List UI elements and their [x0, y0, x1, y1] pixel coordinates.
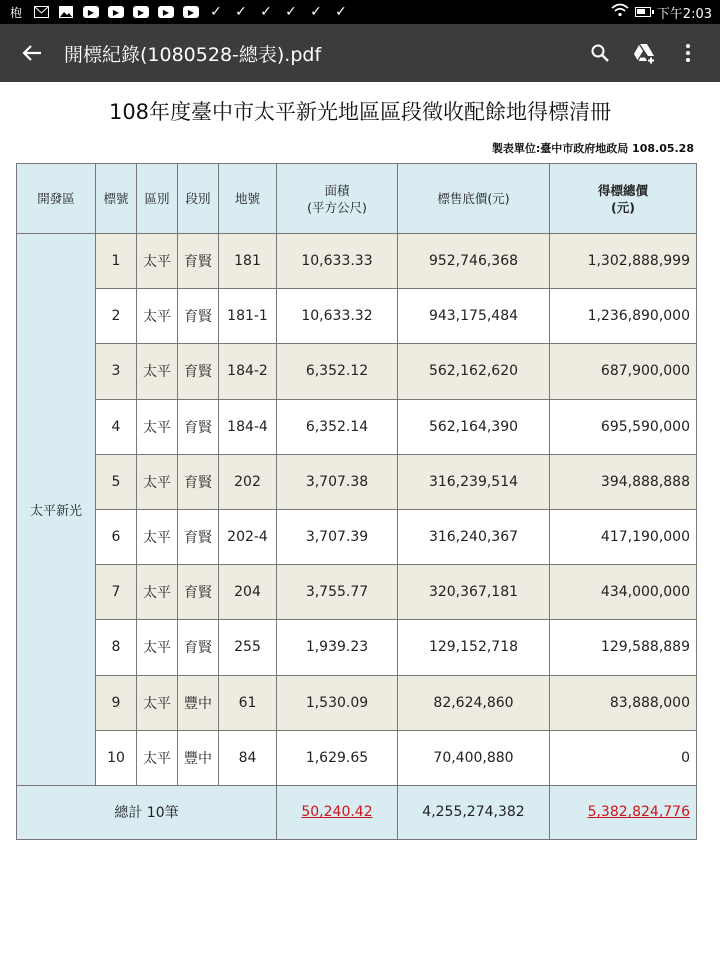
table-row [17, 509, 697, 564]
size-cell: 10,633.32 [277, 289, 398, 344]
youtube-icon: ▶ [183, 6, 199, 18]
section-cell: 豐中 [178, 730, 219, 785]
table-header-row [17, 164, 697, 234]
app-bar [0, 24, 720, 82]
header-winning-price: 得標總價 (元) [550, 164, 697, 234]
section-cell: 育賢 [178, 289, 219, 344]
winning-price-cell: 83,888,000 [550, 675, 697, 730]
table-row [17, 730, 697, 785]
total-winning-value: 5,382,824,776 [587, 804, 690, 821]
size-cell: 3,707.38 [277, 454, 398, 509]
bid-results-table [16, 163, 697, 840]
total-reserve: 4,255,274,382 [398, 785, 550, 839]
header-district: 區別 [137, 164, 178, 234]
section-cell: 育賢 [178, 454, 219, 509]
winning-price-cell: 394,888,888 [550, 454, 697, 509]
search-button[interactable] [586, 39, 614, 67]
image-icon [58, 5, 74, 19]
toolbar-actions [586, 39, 720, 67]
winning-price-cell: 129,588,889 [550, 620, 697, 675]
reserve-price-cell: 562,164,390 [398, 399, 550, 454]
total-label: 總計 10筆 [17, 785, 277, 839]
total-winning [550, 785, 697, 839]
reserve-price-cell: 943,175,484 [398, 289, 550, 344]
lot-no-cell: 6 [96, 509, 137, 564]
size-cell: 10,633.33 [277, 234, 398, 289]
district-cell: 太平 [137, 234, 178, 289]
district-cell: 太平 [137, 399, 178, 454]
youtube-icon: ▶ [158, 6, 174, 18]
check-icon: ✓ [285, 4, 297, 20]
check-icon: ✓ [210, 4, 222, 20]
size-cell: 3,707.39 [277, 509, 398, 564]
table-row [17, 289, 697, 344]
reserve-price-cell: 82,624,860 [398, 675, 550, 730]
size-cell: 6,352.14 [277, 399, 398, 454]
size-cell: 1,629.65 [277, 730, 398, 785]
reserve-price-cell: 562,162,620 [398, 344, 550, 399]
size-cell: 1,939.23 [277, 620, 398, 675]
parcel-cell: 181 [219, 234, 277, 289]
district-cell: 太平 [137, 289, 178, 344]
district-cell: 太平 [137, 344, 178, 399]
more-options-button[interactable] [674, 39, 702, 67]
notification-icons [8, 5, 349, 19]
district-cell: 太平 [137, 565, 178, 620]
size-cell: 6,352.12 [277, 344, 398, 399]
header-area: 開發區 [17, 164, 96, 234]
check-icon: ✓ [260, 4, 272, 20]
reserve-price-cell: 70,400,880 [398, 730, 550, 785]
status-bar [0, 0, 720, 24]
reserve-price-cell: 316,240,367 [398, 509, 550, 564]
lot-no-cell: 2 [96, 289, 137, 344]
total-row [17, 785, 697, 839]
section-cell: 育賢 [178, 234, 219, 289]
lot-no-cell: 5 [96, 454, 137, 509]
development-area-cell: 太平新光 [17, 234, 96, 786]
winning-price-cell: 0 [550, 730, 697, 785]
section-cell: 育賢 [178, 620, 219, 675]
document-title: 108年度臺中市太平新光地區區段徵收配餘地得標清冊 [108, 100, 612, 124]
document-meta: 製表單位:臺中市政府地政局 108.05.28 [491, 142, 694, 155]
section-cell: 育賢 [178, 344, 219, 399]
winning-price-cell: 1,236,890,000 [550, 289, 697, 344]
header-reserve-price: 標售底價(元) [398, 164, 550, 234]
arrow-back-icon [22, 44, 42, 62]
header-size: 面積 (平方公尺) [277, 164, 398, 234]
size-cell: 1,530.09 [277, 675, 398, 730]
file-title: 開標紀錄(1080528-總表).pdf [64, 43, 322, 66]
reserve-price-cell: 129,152,718 [398, 620, 550, 675]
check-icon: ✓ [335, 4, 347, 20]
header-lot-no: 標號 [96, 164, 137, 234]
reserve-price-cell: 316,239,514 [398, 454, 550, 509]
parcel-cell: 61 [219, 675, 277, 730]
parcel-cell: 84 [219, 730, 277, 785]
section-cell: 育賢 [178, 399, 219, 454]
table-row [17, 399, 697, 454]
lot-no-cell: 7 [96, 565, 137, 620]
battery-icon [635, 7, 651, 17]
youtube-icon: ▶ [133, 6, 149, 18]
reserve-price-cell: 952,746,368 [398, 234, 550, 289]
search-icon [590, 43, 610, 63]
parcel-cell: 202-4 [219, 509, 277, 564]
lot-no-cell: 1 [96, 234, 137, 289]
lot-no-cell: 8 [96, 620, 137, 675]
pdf-page[interactable] [0, 82, 720, 960]
table-row [17, 454, 697, 509]
total-size-value: 50,240.42 [301, 804, 373, 821]
parcel-cell: 255 [219, 620, 277, 675]
youtube-icon: ▶ [108, 6, 124, 18]
parcel-cell: 184-4 [219, 399, 277, 454]
district-cell: 太平 [137, 509, 178, 564]
lot-no-cell: 3 [96, 344, 137, 399]
back-button[interactable] [0, 24, 64, 82]
section-cell: 豐中 [178, 675, 219, 730]
winning-price-cell: 434,000,000 [550, 565, 697, 620]
app-icon: 枹 [9, 5, 22, 20]
lot-no-cell: 4 [96, 399, 137, 454]
system-status [611, 3, 712, 22]
parcel-cell: 204 [219, 565, 277, 620]
lot-no-cell: 9 [96, 675, 137, 730]
add-to-drive-button[interactable] [630, 39, 658, 67]
table-row [17, 565, 697, 620]
more-vert-icon [685, 43, 691, 63]
table-row [17, 234, 697, 289]
table-row [17, 344, 697, 399]
youtube-icon: ▶ [83, 6, 99, 18]
header-parcel: 地號 [219, 164, 277, 234]
total-size [277, 785, 398, 839]
district-cell: 太平 [137, 675, 178, 730]
drive-add-icon [632, 42, 656, 64]
wifi-icon [611, 3, 629, 21]
district-cell: 太平 [137, 454, 178, 509]
size-cell: 3,755.77 [277, 565, 398, 620]
clock: 下午2:03 [656, 6, 712, 22]
winning-price-cell: 687,900,000 [550, 344, 697, 399]
check-icon: ✓ [235, 4, 247, 20]
parcel-cell: 184-2 [219, 344, 277, 399]
district-cell: 太平 [137, 620, 178, 675]
reserve-price-cell: 320,367,181 [398, 565, 550, 620]
winning-price-cell: 417,190,000 [550, 509, 697, 564]
winning-price-cell: 1,302,888,999 [550, 234, 697, 289]
lot-no-cell: 10 [96, 730, 137, 785]
table-row [17, 620, 697, 675]
parcel-cell: 202 [219, 454, 277, 509]
section-cell: 育賢 [178, 509, 219, 564]
check-icon: ✓ [310, 4, 322, 20]
table-row [17, 675, 697, 730]
gmail-icon [33, 5, 49, 19]
section-cell: 育賢 [178, 565, 219, 620]
parcel-cell: 181-1 [219, 289, 277, 344]
district-cell: 太平 [137, 730, 178, 785]
header-section: 段別 [178, 164, 219, 234]
winning-price-cell: 695,590,000 [550, 399, 697, 454]
